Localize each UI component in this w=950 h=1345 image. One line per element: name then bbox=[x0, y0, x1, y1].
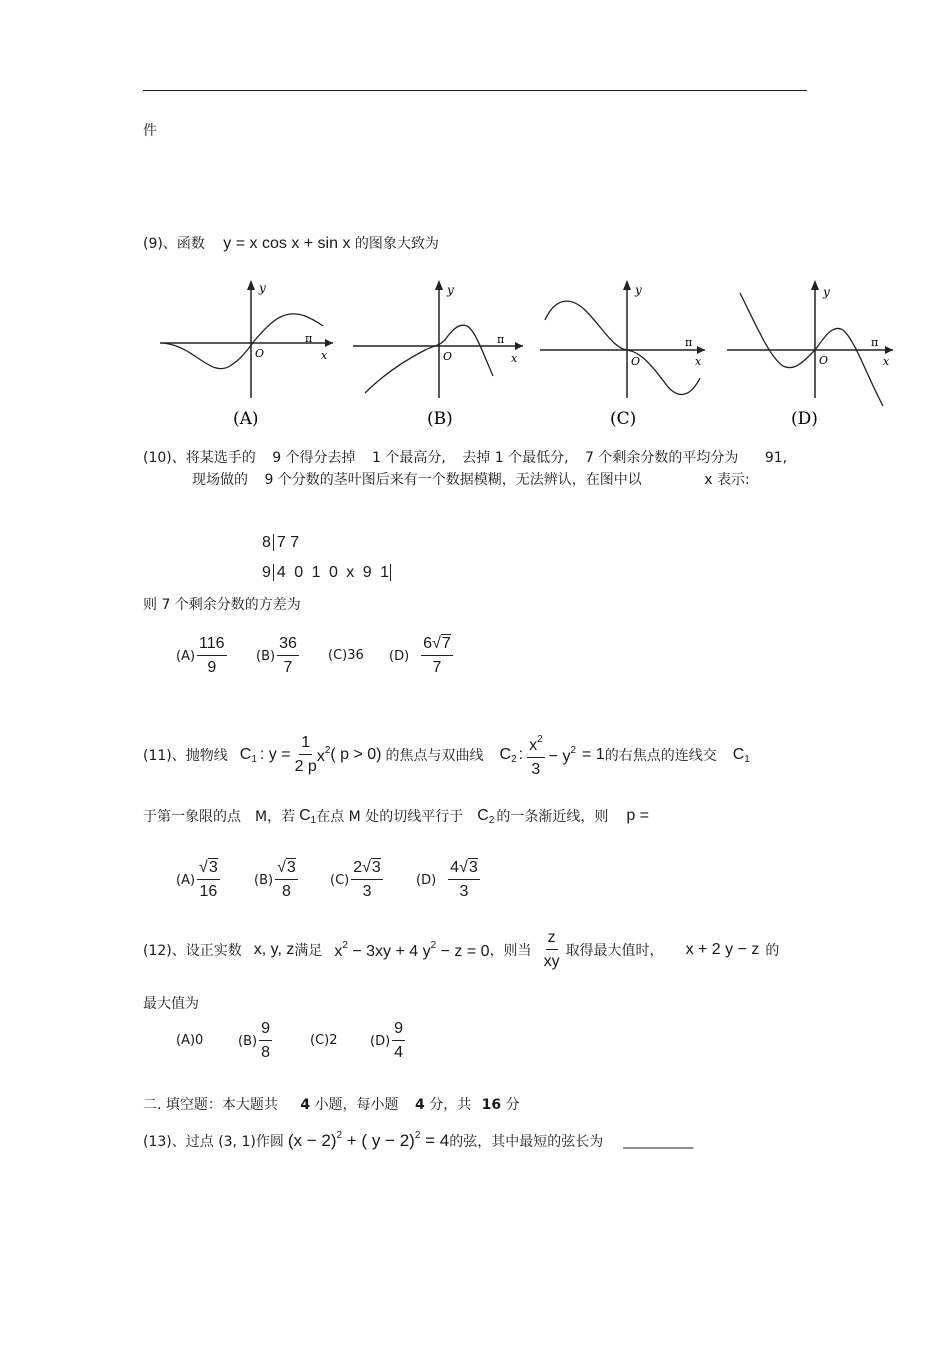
numerator: 36 bbox=[277, 634, 299, 656]
term: x bbox=[334, 942, 343, 960]
fraction bbox=[197, 634, 227, 678]
denominator: 3 bbox=[531, 761, 541, 778]
q10-text-2: 9 个得分去掉 bbox=[272, 450, 356, 466]
q10-line2 bbox=[192, 469, 750, 489]
option-label: (B) bbox=[254, 872, 274, 888]
q10-text-5: 7 个剩余分数的平均分为 bbox=[585, 450, 739, 466]
graph-d-caption: (D) bbox=[791, 409, 818, 429]
fraction bbox=[275, 858, 298, 902]
option-label: (B) bbox=[256, 648, 276, 664]
numerator: 4√3 bbox=[448, 858, 480, 880]
c1-sub: 1 bbox=[251, 753, 257, 765]
denominator: 4 bbox=[394, 1044, 404, 1061]
x-squared bbox=[317, 745, 331, 766]
denominator: 7 bbox=[432, 659, 442, 676]
q11-line2-m: M，若 bbox=[255, 809, 296, 825]
q12-option-b[interactable] bbox=[238, 1019, 272, 1063]
x: x bbox=[316, 747, 325, 765]
q12-line2: 最大值为 bbox=[143, 996, 199, 1012]
q9-formula: y = x cos x + sin x bbox=[223, 235, 351, 252]
coefficient: 2 bbox=[353, 859, 363, 876]
q9-label: (9)、函数 bbox=[143, 236, 205, 252]
q12-option-d[interactable] bbox=[370, 1019, 405, 1063]
option-label: (C)36 bbox=[328, 648, 364, 663]
graph-b-x-label: x bbox=[511, 352, 518, 365]
q10-text-6: 91, bbox=[764, 450, 788, 466]
graph-d bbox=[727, 280, 893, 429]
graph-b-origin: O bbox=[443, 350, 453, 363]
q10-text-8: 9 个分数的茎叶图后来有一个数据模糊，无法辨认，在图中以 bbox=[264, 472, 642, 488]
q10-question: 则 7 个剩余分数的方差为 bbox=[143, 597, 301, 613]
section-suffix: 分 bbox=[505, 1097, 520, 1113]
q11-option-d[interactable] bbox=[416, 858, 480, 902]
section-prefix: 二. 填空题：本大题共 bbox=[143, 1097, 278, 1113]
header-rule bbox=[143, 90, 807, 91]
page-fragment: 件 bbox=[143, 123, 157, 139]
q10-text-1: (10)、将某选手的 bbox=[143, 450, 256, 466]
section-2-heading bbox=[143, 1094, 520, 1114]
graph-b-y-label: y bbox=[447, 283, 454, 297]
sup: 2 bbox=[570, 744, 577, 756]
sup: 2 bbox=[430, 939, 437, 951]
option-label: (C) bbox=[330, 872, 350, 888]
option-label: (D) bbox=[416, 872, 437, 888]
numerator: 9 bbox=[259, 1019, 272, 1041]
fraction bbox=[259, 1019, 272, 1063]
c2-sub: 2 bbox=[511, 753, 517, 765]
q10-text-3: 1 个最高分, bbox=[372, 450, 446, 466]
c1-letter: C bbox=[299, 806, 311, 824]
q12-de: 的 bbox=[765, 943, 780, 959]
graph-c-origin: O bbox=[631, 355, 641, 368]
numerator: √3 bbox=[197, 858, 220, 880]
stem: 9 bbox=[262, 564, 271, 581]
eq-one: = 1 bbox=[582, 746, 605, 763]
term: (x − 2) bbox=[287, 1131, 337, 1150]
graph-c-caption: (C) bbox=[610, 409, 637, 429]
q12-equation bbox=[334, 940, 489, 961]
q11-line2 bbox=[143, 806, 649, 826]
sup: 2 bbox=[342, 939, 348, 951]
numerator: z bbox=[546, 928, 558, 950]
eq-left: : y = bbox=[259, 746, 291, 763]
section-mid2: 分，共 bbox=[429, 1097, 472, 1113]
graph-a-x-label: x bbox=[321, 349, 328, 362]
p-eq: p = bbox=[626, 807, 650, 824]
q12-cond-word: 满足 bbox=[294, 943, 323, 959]
x: x bbox=[529, 737, 538, 754]
c2-sub: 2 bbox=[488, 814, 495, 826]
leaves: 7 7 bbox=[273, 534, 299, 551]
term: − 3xy + 4 y bbox=[352, 942, 431, 960]
coefficient: 4 bbox=[450, 859, 460, 876]
q12-label: (12)、设正实数 bbox=[143, 943, 242, 959]
sup: 2 bbox=[537, 734, 543, 745]
c1 bbox=[240, 746, 257, 765]
stem: 8 bbox=[262, 534, 271, 551]
sup: 2 bbox=[414, 1130, 421, 1141]
y-squared bbox=[549, 745, 576, 766]
fraction bbox=[277, 634, 299, 678]
q11-line2-b: 在点 M 处的切线平行于 bbox=[316, 809, 464, 825]
radicand: 3 bbox=[208, 859, 218, 876]
stem-row bbox=[262, 558, 391, 588]
fraction bbox=[448, 858, 480, 902]
radicand: 3 bbox=[286, 859, 296, 876]
option-label: (C)2 bbox=[310, 1033, 338, 1048]
graph-c-y-label: y bbox=[635, 283, 642, 297]
option-label: (D) bbox=[389, 648, 410, 664]
graph-a-y-label: y bbox=[259, 281, 266, 295]
option-label: (A) bbox=[176, 648, 196, 664]
q10-line1 bbox=[143, 447, 787, 467]
numerator bbox=[527, 730, 545, 758]
graph-a-curve bbox=[163, 314, 323, 369]
denominator: xy bbox=[543, 953, 560, 970]
q10-option-a[interactable] bbox=[176, 634, 227, 678]
question-count: 4 bbox=[300, 1097, 311, 1113]
q13-label: (13)、过点 (3, 1)作圆 bbox=[143, 1133, 284, 1150]
denominator: 7 bbox=[283, 659, 293, 676]
q10-text-4: 去掉 1 个最低分, bbox=[462, 450, 569, 466]
graph-a-pi: π bbox=[305, 332, 313, 345]
fraction bbox=[392, 1019, 405, 1063]
graph-d-y-label: y bbox=[823, 285, 830, 299]
q11-line2-c: 的一条渐近线，则 bbox=[496, 809, 609, 825]
q11-mid: 的焦点与双曲线 bbox=[385, 748, 484, 764]
q13-equation bbox=[288, 1130, 449, 1151]
fraction bbox=[351, 858, 383, 902]
q12-then: ，则当 bbox=[489, 943, 532, 959]
q11-option-c[interactable] bbox=[330, 858, 383, 902]
points-each: 4 bbox=[415, 1097, 425, 1113]
fraction bbox=[527, 730, 545, 780]
term: − z = 0 bbox=[440, 942, 490, 960]
c2 bbox=[477, 807, 494, 826]
denominator: 3 bbox=[362, 883, 372, 900]
graph-c-pi: π bbox=[685, 336, 693, 349]
q9-suffix: 的图象大致为 bbox=[354, 236, 439, 252]
stem-row bbox=[262, 528, 391, 558]
c2-letter: C bbox=[499, 745, 512, 763]
radicand: 7 bbox=[441, 635, 451, 652]
radicand: 3 bbox=[468, 859, 478, 876]
graph-d-origin: O bbox=[819, 354, 829, 367]
q12-line1 bbox=[143, 928, 779, 972]
sup: 2 bbox=[324, 744, 331, 756]
c1-letter: C bbox=[732, 745, 745, 763]
graph-c bbox=[540, 280, 705, 429]
coefficient: 6 bbox=[423, 635, 433, 652]
q13-suffix: 的弦，其中最短的弦长为 bbox=[449, 1133, 604, 1150]
q11-line1 bbox=[143, 730, 750, 780]
q11-label: (11)、抛物线 bbox=[143, 748, 228, 764]
fraction bbox=[197, 858, 220, 902]
fraction bbox=[544, 928, 560, 972]
graph-b-pi: π bbox=[497, 333, 505, 346]
option-label: (A)0 bbox=[176, 1033, 204, 1048]
term: = 4 bbox=[425, 1131, 450, 1150]
numerator: 2√3 bbox=[351, 858, 383, 880]
graph-a bbox=[160, 280, 333, 429]
condition: ( p > 0) bbox=[330, 746, 382, 763]
denominator: 8 bbox=[281, 883, 291, 900]
c1-letter: C bbox=[239, 745, 252, 763]
graph-b-curve bbox=[365, 325, 493, 393]
term: + ( y − 2) bbox=[346, 1131, 415, 1150]
numerator: 116 bbox=[197, 634, 227, 656]
c2 bbox=[500, 746, 517, 765]
total-points: 16 bbox=[481, 1097, 502, 1113]
c2-letter: C bbox=[477, 806, 489, 824]
denominator: 16 bbox=[199, 883, 218, 900]
c1-sub: 1 bbox=[310, 814, 317, 826]
sup: 2 bbox=[336, 1130, 343, 1141]
q11-option-b[interactable] bbox=[254, 858, 298, 902]
q10-text-7: 现场做的 bbox=[192, 472, 248, 488]
y-term: − y bbox=[548, 747, 571, 765]
graph-d-x-label: x bbox=[883, 355, 890, 368]
numerator: 9 bbox=[392, 1019, 405, 1041]
radicand: 3 bbox=[371, 859, 381, 876]
section-mid1: 小题，每小题 bbox=[314, 1097, 399, 1113]
q10-option-d[interactable] bbox=[389, 634, 453, 678]
numerator: 6√7 bbox=[421, 634, 453, 656]
c1-tail bbox=[733, 746, 750, 765]
q12-vars: x, y, z bbox=[253, 941, 295, 958]
q13-line bbox=[143, 1130, 693, 1151]
graph-c-curve bbox=[545, 301, 700, 394]
q10-text-9: x 表示: bbox=[704, 472, 750, 488]
q9-line bbox=[143, 233, 439, 253]
denominator: 3 bbox=[459, 883, 469, 900]
graph-b bbox=[353, 280, 523, 429]
c1 bbox=[299, 807, 316, 826]
option-label: (B) bbox=[238, 1033, 258, 1049]
q12-tail: 取得最大值时， bbox=[565, 943, 664, 959]
answer-blank[interactable]: __________ bbox=[623, 1132, 694, 1149]
option-label: (A) bbox=[176, 872, 196, 888]
q12-expr: x + 2 y − z bbox=[685, 941, 760, 958]
q11-option-a[interactable] bbox=[176, 858, 220, 902]
fraction bbox=[421, 634, 453, 678]
numerator: 1 bbox=[299, 733, 312, 755]
q9-graphs bbox=[155, 268, 895, 438]
denominator: 8 bbox=[261, 1044, 270, 1061]
c1-sub: 1 bbox=[744, 753, 750, 765]
graph-a-caption: (A) bbox=[233, 409, 259, 429]
q12-option-a[interactable] bbox=[176, 1033, 203, 1048]
denominator: 2 p bbox=[294, 758, 317, 775]
numerator: √3 bbox=[275, 858, 298, 880]
denominator: 9 bbox=[207, 659, 217, 676]
colon: : bbox=[518, 746, 524, 763]
q10-option-c[interactable] bbox=[328, 648, 364, 663]
q10-option-b[interactable] bbox=[256, 634, 299, 678]
q12-option-c[interactable] bbox=[310, 1033, 338, 1048]
graph-d-pi: π bbox=[871, 336, 879, 349]
fraction bbox=[295, 733, 317, 777]
option-label: (D) bbox=[370, 1033, 391, 1049]
graph-b-caption: (B) bbox=[427, 409, 453, 429]
graph-a-origin: O bbox=[255, 347, 265, 360]
graph-c-x-label: x bbox=[695, 355, 702, 368]
q11-line2-a: 于第一象限的点 bbox=[143, 809, 241, 825]
leaves: 4 0 1 0 x 9 1 bbox=[273, 564, 391, 581]
q11-tail: 的右焦点的连线交 bbox=[604, 748, 717, 764]
stem-leaf-plot bbox=[262, 528, 391, 588]
